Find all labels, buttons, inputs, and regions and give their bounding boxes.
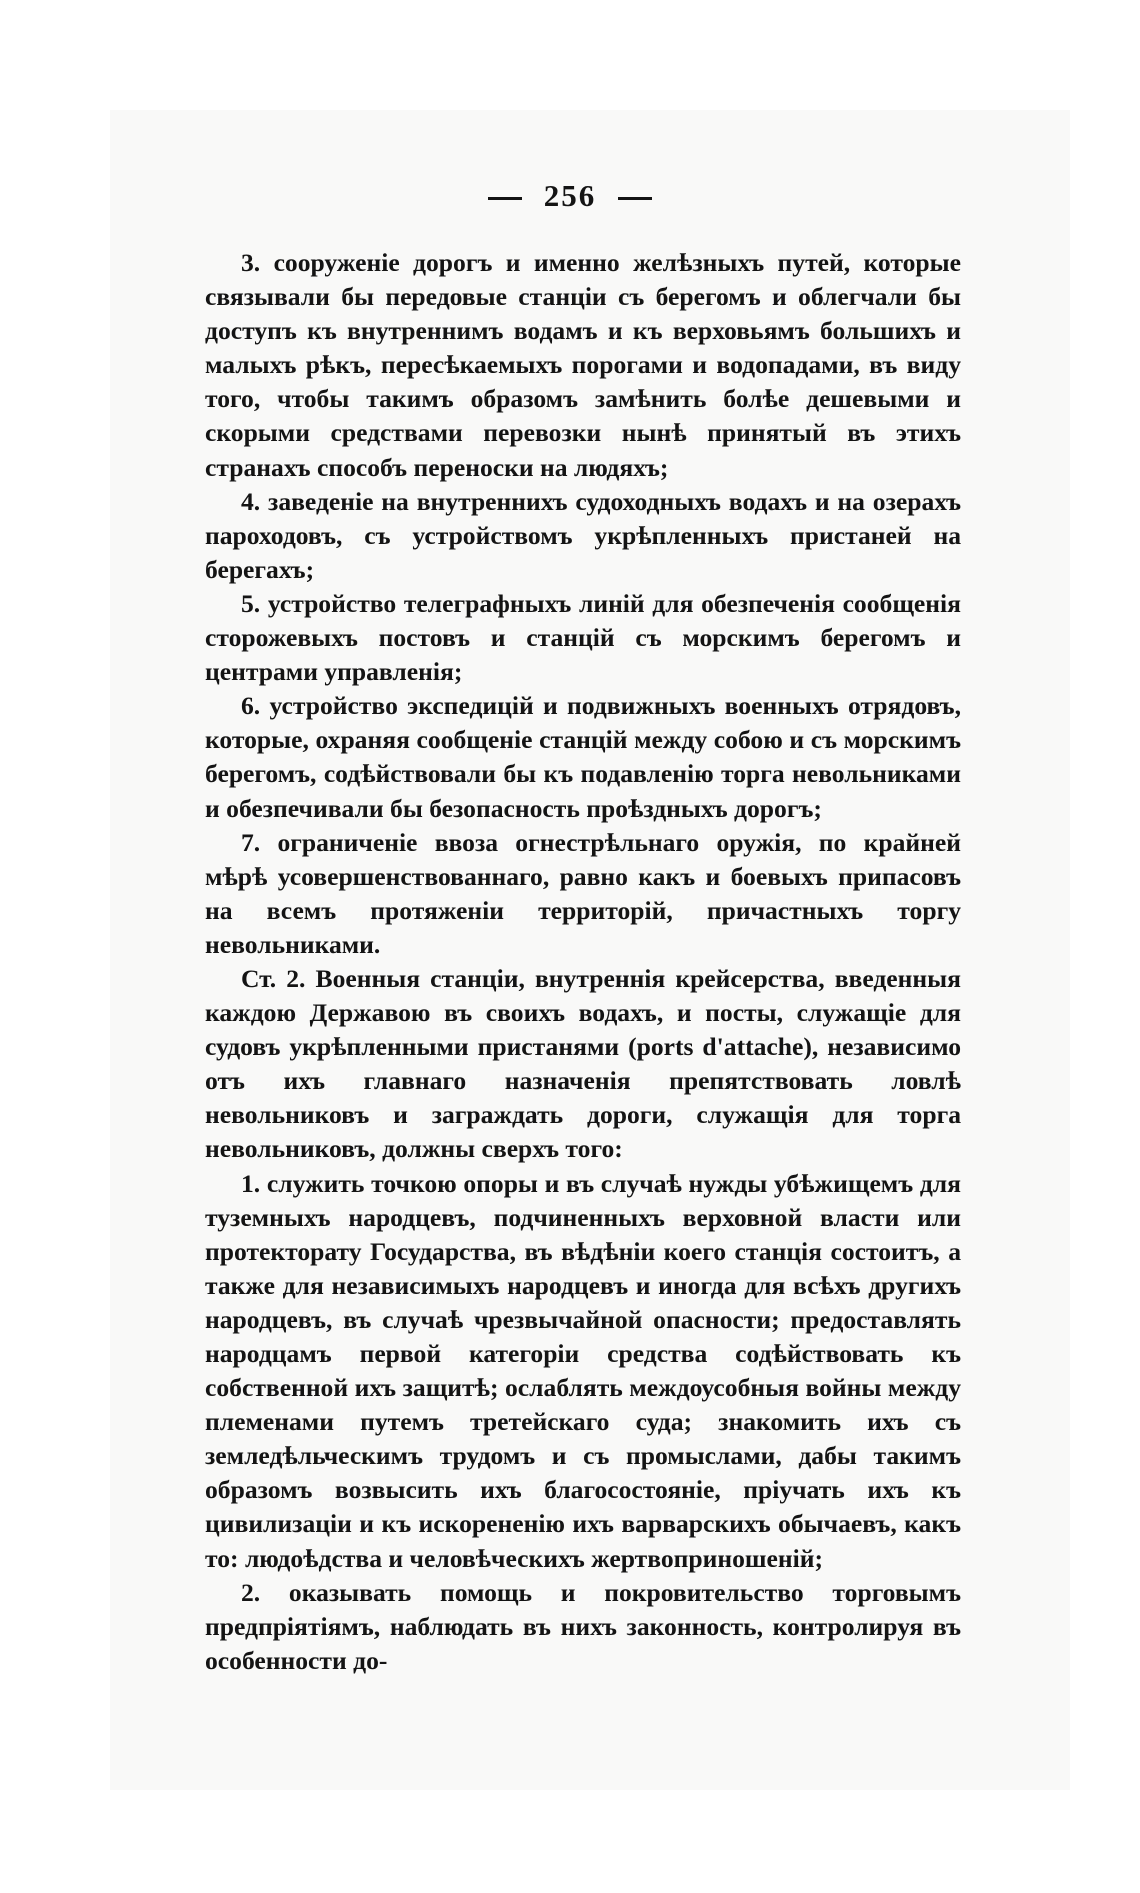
paragraph-item-3: 3. сооруженіе дорогъ и именно желѣзныхъ путей, которые связывали бы передовые станціи съ берегомъ и облегчали бы доступъ къ внутреннимъ водамъ и къ верховьямъ большихъ и малыхъ рѣкъ, пересѣкаемыхъ порогами и водопадами, въ виду того, чтобы такимъ образомъ замѣнить болѣе дешевыми и скорыми средствами перевозки нынѣ принятый въ этихъ странахъ способъ переноски на людяхъ;: [205, 248, 961, 482]
paragraph-subitem-1: 1. служить точкою опоры и въ случаѣ нужды убѣжищемъ для туземныхъ народцевъ, подчиненныхъ верховной власти или протекторату Государства, въ вѣдѣніи коего станція состоитъ, а также для независимыхъ народцевъ и иногда для всѣхъ другихъ народцевъ, въ случаѣ чрезвычайной опасности; предоставлять народцамъ первой категоріи средства содѣйствовать къ собственной ихъ защитѣ; ослаблять междоусобныя войны между племенами путемъ третейскаго суда; знакомить ихъ съ земледѣльческимъ трудомъ и съ промыслами, дабы такимъ образомъ возвысить ихъ благосостояніе, пріучать ихъ къ цивилизаціи и къ искорененію ихъ варварскихъ обычаевъ, какъ то: людоѣдства и человѣческихъ жертвоприношеній;: [205, 1168, 961, 1573]
page-header: [0, 178, 1140, 214]
paragraph-subitem-2: 2. оказывать помощь и покровительство торговымъ предпріятіямъ, наблюдать въ нихъ законность, контролируя въ особенности до-: [205, 1577, 961, 1675]
paragraph-item-7: 7. ограниченіе ввоза огнестрѣльнаго оружія, по крайней мѣрѣ усовершенствованнаго, равно какъ и боевыхъ припасовъ на всемъ протяженіи территорій, причастныхъ торгу невольниками.: [205, 827, 961, 959]
header-dash-right: [618, 197, 652, 200]
paragraph-item-6: 6. устройство экспедицій и подвижныхъ военныхъ отрядовъ, которые, охраняя сообщеніе станцій между собою и съ морскимъ берегомъ, содѣйствовали бы къ подавленію торга невольниками и обезпечивали бы безопасность проѣздныхъ дорогъ;: [205, 691, 961, 823]
paragraph-article-2: Ст. 2. Военныя станціи, внутреннія крейсерства, введенныя каждою Державою въ своихъ водахъ, и посты, служащіе для судовъ укрѣпленными пристанями (ports d'attache), независимо отъ ихъ главнаго назначенія препятствовать ловлѣ невольниковъ и заграждать дороги, служащія для торга невольниковъ, должны сверхъ того:: [205, 963, 961, 1164]
paragraph-item-4: 4. заведеніе на внутреннихъ судоходныхъ водахъ и на озерахъ пароходовъ, съ устройствомъ укрѣпленныхъ пристаней на берегахъ;: [205, 486, 961, 584]
page-number: 256: [543, 178, 597, 213]
header-dash-left: [488, 197, 522, 200]
page-body: [205, 246, 961, 1678]
paragraph-item-5: 5. устройство телеграфныхъ линій для обезпеченія сообщенія сторожевыхъ постовъ и станцій съ морскимъ берегомъ и центрами управленія;: [205, 588, 961, 687]
